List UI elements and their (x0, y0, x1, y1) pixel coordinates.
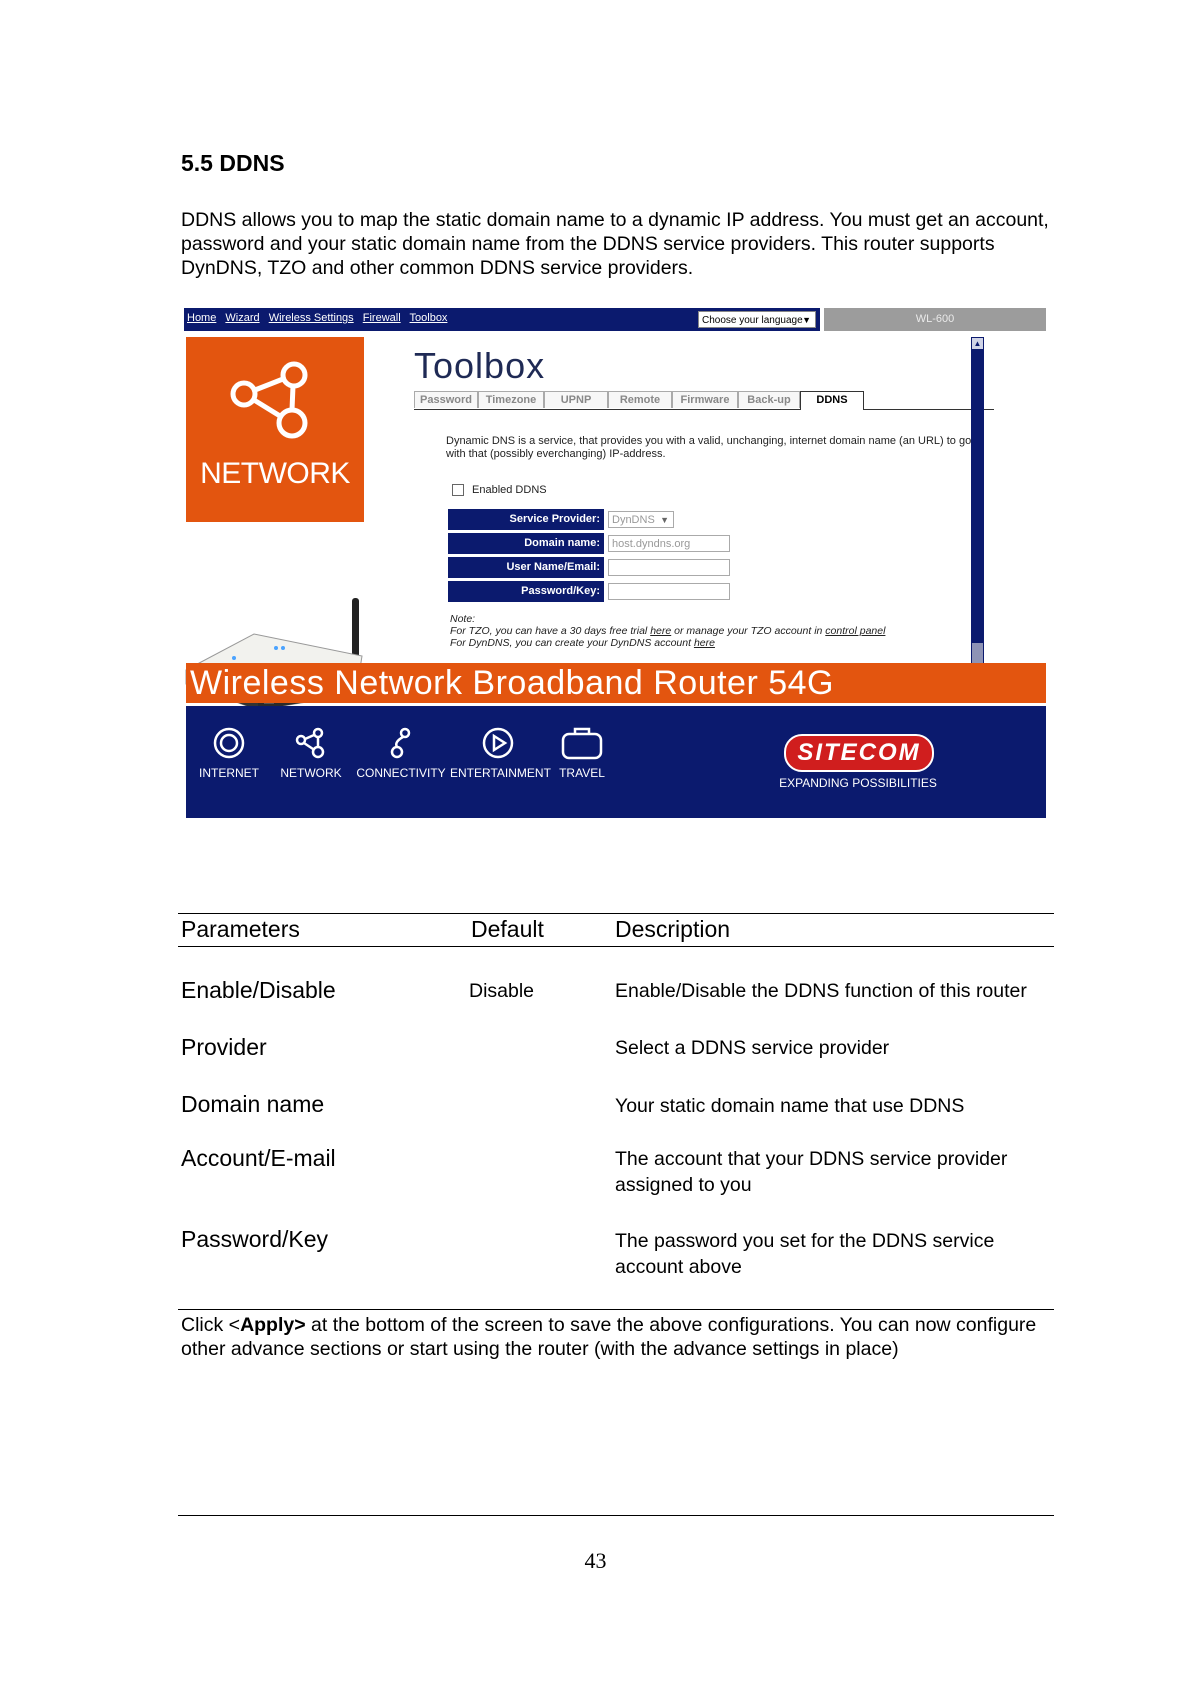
enable-ddns-label: Enabled DDNS (472, 484, 547, 496)
ddns-note (450, 613, 930, 649)
table-row-param: Provider (181, 1034, 267, 1060)
internet-icon (212, 726, 246, 760)
service-provider-value: DynDNS (612, 514, 655, 526)
toolbox-tabs (414, 391, 994, 410)
header-parameters: Parameters (181, 916, 300, 942)
apply-instructions (181, 1313, 1051, 1361)
play-icon (481, 726, 515, 760)
sitecom-logo: SITECOM (784, 734, 934, 772)
tab-timezone[interactable]: Timezone (478, 391, 544, 408)
note-tzo-text-2: or manage your TZO account in (674, 625, 823, 637)
tab-ddns[interactable]: DDNS (800, 391, 864, 410)
password-row (448, 581, 732, 602)
nav-toolbox-link[interactable]: Toolbox (409, 312, 448, 324)
product-banner (186, 663, 1046, 703)
note-title: Note: (450, 613, 476, 625)
user-name-input[interactable] (608, 559, 730, 576)
table-row-param: Domain name (181, 1091, 325, 1117)
note-dyndns-text: For DynDNS, you can create your DynDNS account (450, 637, 692, 649)
table-row-desc: Enable/Disable the DDNS function of this router (615, 980, 1027, 1002)
page-number: 43 (584, 1548, 607, 1573)
bottom-category-bar (186, 706, 1046, 818)
page-footer-rule (178, 1515, 1054, 1516)
enable-ddns-checkbox[interactable] (452, 484, 464, 496)
page-title: Toolbox (414, 345, 546, 386)
nav-wizard-link[interactable]: Wizard (225, 312, 260, 324)
chevron-down-icon: ▼ (660, 515, 669, 525)
table-row-param: Account/E-mail (181, 1145, 336, 1171)
header-description: Description (615, 916, 731, 942)
domain-name-label: Domain name: (448, 533, 604, 554)
enable-ddns-row (452, 484, 547, 496)
content-scrollbar[interactable] (971, 337, 984, 703)
tab-remote[interactable]: Remote (608, 391, 672, 408)
toolbox-content (414, 337, 1014, 703)
entertainment-category[interactable] (450, 726, 551, 780)
apply-instructions-pre: Click < (181, 1314, 241, 1336)
model-label: WL-600 (824, 308, 1046, 331)
domain-name-input[interactable]: host.dyndns.org (608, 535, 730, 552)
user-name-label: User Name/Email: (448, 557, 604, 578)
chevron-down-icon: ▼ (802, 315, 811, 325)
network-label: NETWORK (280, 766, 342, 780)
product-banner-text: Wireless Network Broadband Router 54G (190, 664, 834, 702)
tab-password[interactable]: Password (414, 391, 478, 408)
network-category-tile (186, 337, 364, 522)
travel-label: TRAVEL (559, 766, 605, 780)
header-default: Default (471, 916, 544, 942)
travel-category[interactable] (552, 726, 612, 780)
connectivity-category[interactable] (356, 726, 446, 780)
service-provider-select[interactable] (608, 511, 674, 528)
table-top-rule (178, 913, 1054, 914)
user-name-row (448, 557, 732, 578)
table-row-param: Password/Key (181, 1226, 329, 1252)
network-category[interactable] (274, 726, 348, 780)
table-row-desc: The account that your DDNS service provider assigned to you (615, 1148, 1008, 1196)
apply-instructions-post: at the bottom of the screen to save the above configurations. You can now configure other advance sections or start using the router (with the advance settings in place) (181, 1314, 1037, 1360)
internet-category[interactable] (194, 726, 264, 780)
tab-firmware[interactable]: Firmware (672, 391, 738, 408)
intro-paragraph: DDNS allows you to map the static domain name to a dynamic IP address. You must get an account, password and your static domain name from the DDNS service providers. This router supports DynDNS, TZO and other common DDNS service providers. (181, 209, 1049, 279)
language-select-value: Choose your language (702, 315, 803, 326)
note-tzo-text: For TZO, you can have a 30 days free trial (450, 625, 648, 637)
network-icon (186, 337, 364, 457)
table-header-rule (178, 946, 1054, 947)
tzo-trial-link[interactable]: here (650, 625, 672, 637)
password-label: Password/Key: (448, 581, 604, 602)
table-row-param: Enable/Disable (181, 977, 336, 1003)
dyndns-account-link[interactable]: here (693, 637, 715, 649)
password-input[interactable] (608, 583, 730, 600)
table-row-desc: Your static domain name that use DDNS (615, 1095, 965, 1117)
table-bottom-rule (178, 1309, 1054, 1310)
table-row-desc: Select a DDNS service provider (615, 1037, 890, 1059)
table-row-default: Disable (469, 980, 535, 1002)
connectivity-label: CONNECTIVITY (356, 766, 446, 780)
router-screenshot (184, 308, 1046, 874)
apply-keyword: Apply> (240, 1314, 306, 1336)
nav-wireless-settings-link[interactable]: Wireless Settings (268, 312, 354, 324)
internet-label: INTERNET (199, 766, 259, 780)
tab-backup[interactable]: Back-up (738, 391, 800, 408)
language-select[interactable] (698, 311, 816, 328)
nav-home-link[interactable]: Home (187, 312, 217, 324)
tab-upnp[interactable]: UPNP (544, 391, 608, 408)
network-tile-label: NETWORK (200, 457, 350, 490)
service-provider-label: Service Provider: (448, 509, 604, 530)
suitcase-icon (561, 726, 603, 760)
domain-name-row (448, 533, 732, 554)
ddns-description: Dynamic DNS is a service, that provides you with a valid, unchanging, internet domain name (an URL) to go with that (possibly everchanging) IP-address. (446, 435, 972, 460)
service-provider-row (448, 509, 732, 530)
table-row-desc: The password you set for the DDNS service account above (615, 1230, 995, 1278)
top-navbar (184, 308, 820, 331)
connectivity-icon (384, 726, 418, 760)
tzo-control-panel-link[interactable]: control panel (825, 625, 886, 637)
nav-firewall-link[interactable]: Firewall (362, 312, 401, 324)
entertainment-label: ENTERTAINMENT (450, 766, 551, 780)
scroll-up-icon[interactable]: ▲ (973, 339, 982, 348)
network-icon (294, 726, 328, 760)
section-heading: 5.5 DDNS (181, 150, 285, 176)
brand-tagline: EXPANDING POSSIBILITIES (779, 776, 937, 790)
